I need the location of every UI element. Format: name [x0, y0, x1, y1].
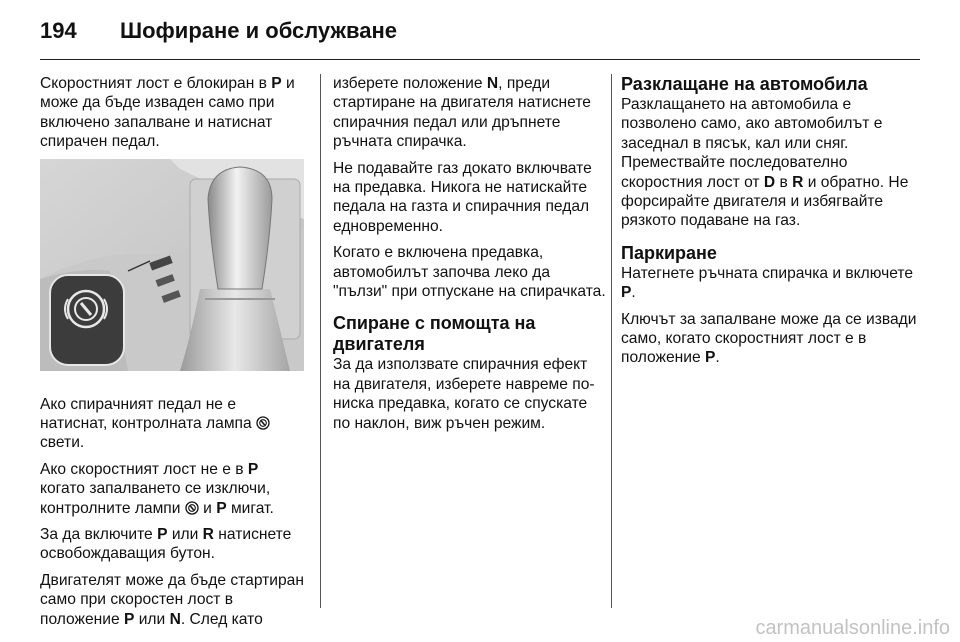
paragraph: изберете положение N, преди стартиране на двигателя натиснете спирачния педал или дръпнете ръчната спирачка.: [333, 75, 591, 151]
column-middle: [333, 74, 608, 440]
paragraph: Двигателят може да бъде стартиран само при скоростен лост в положение P или N. След като: [40, 571, 304, 628]
paragraph: Скоростният лост е блокиран в P и може да бъде изваден само при включено запалване и натиснат спирачен педал.: [40, 75, 295, 151]
page-title: Шофиране и обслужване: [120, 18, 398, 43]
paragraph: Когато е включена предавка, автомобилът започва леко да "пълзи" при отпускане на спирачката.: [333, 244, 606, 301]
page-number: 194: [40, 18, 77, 43]
brake-lamp-icon: [185, 501, 199, 515]
section-heading: Паркиране: [621, 242, 717, 263]
watermark: carmanualsonline.info: [755, 617, 950, 639]
section-heading: Разклащане на автомобила: [621, 74, 868, 94]
paragraph: Ако спирачният педал не е натиснат, контролната лампа свети.: [40, 395, 306, 453]
column-left: [40, 74, 306, 636]
column-right: [621, 74, 921, 375]
column-divider: [611, 74, 612, 608]
paragraph: Ключът за запалване може да се извади само, когато скоростният лост е в положение P.: [621, 310, 917, 367]
brake-lamp-icon: [256, 416, 270, 430]
paragraph: Не подавайте газ докато включвате на предавка. Никога не натискайте педала на газта и спирачния педал едновременно.: [333, 159, 592, 235]
gear-shifter-illustration: [40, 159, 304, 371]
paragraph: Ако скоростният лост не е в P когато запалването се изключи, контролните лампи и P мигат.: [40, 460, 274, 517]
paragraph: За да включите P или R натиснете освобождаващия бутон.: [40, 526, 292, 563]
section-heading: Спиране с помощта на двигателя: [333, 313, 536, 355]
page-header: [40, 18, 920, 56]
header-rule: [40, 59, 920, 60]
paragraph: За да използвате спирачния ефект на двигателя, изберете навреме по-ниска предавка, когато се спускате по наклон, виж ръчен режим.: [333, 356, 595, 432]
paragraph: Натегнете ръчната спирачка и включете P.: [621, 264, 914, 302]
column-divider: [320, 74, 321, 608]
paragraph: Разклащането на автомобила е позволено само, ако автомобилът е заседнал в пясък, кал или сняг. Премествайте последователно скоростния лост от D в R и обратно. Не форсирайте двигателя и избягвайте рязкото подаване на газ.: [621, 96, 909, 230]
